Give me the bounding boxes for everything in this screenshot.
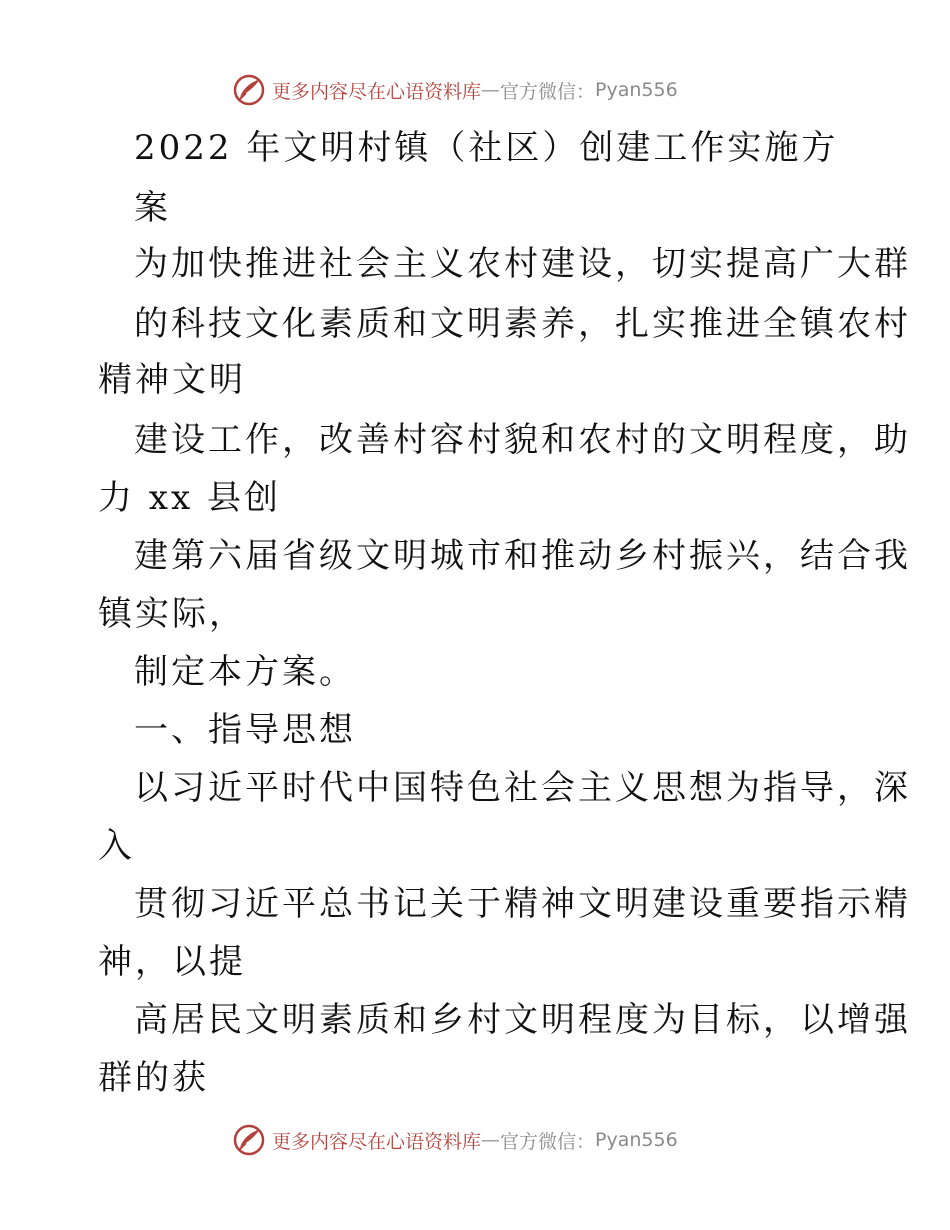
doc-line: 建第六届省级文明城市和推动乡村振兴，结合我: [134, 536, 911, 576]
doc-line: 为加快推进社会主义农村建设，切实提高广大群: [134, 244, 911, 284]
doc-line: 神，以提: [98, 942, 246, 982]
watermark-wechat-id: Pyan556: [595, 1129, 678, 1151]
watermark-dash: —: [481, 79, 501, 101]
doc-line: 贯彻习近平总书记关于精神文明建设重要指示精: [134, 884, 911, 924]
doc-line: 高居民文明素质和乡村文明程度为目标，以增强: [134, 1000, 911, 1040]
doc-line: 精神文明: [98, 360, 246, 400]
doc-line: 制定本方案。: [134, 652, 356, 692]
watermark-official: 官方微信：: [500, 80, 596, 103]
quill-seal-icon: [232, 73, 266, 107]
watermark-brand: 更多内容尽在心语资料库: [272, 1130, 482, 1153]
doc-title-line-2: 案: [134, 188, 171, 228]
watermark-brand: 更多内容尽在心语资料库: [272, 80, 482, 103]
watermark-official: 官方微信：: [500, 1130, 596, 1153]
header-watermark: [232, 72, 678, 108]
section-heading: 一、指导思想: [134, 710, 356, 750]
doc-line: 的科技文化素质和文明素养，扎实推进全镇农村: [134, 304, 911, 344]
watermark-dash: —: [481, 1129, 501, 1151]
doc-line: 力 xx 县创: [98, 478, 281, 518]
doc-line: 镇实际，: [98, 594, 246, 634]
doc-line: 以习近平时代中国特色社会主义思想为指导，深: [134, 768, 911, 808]
doc-title-line-1: 2022 年文明村镇（社区）创建工作实施方: [134, 128, 839, 168]
doc-line: 建设工作，改善村容村貌和农村的文明程度，助: [134, 420, 911, 460]
doc-line: 入: [98, 826, 135, 866]
quill-seal-icon: [232, 1123, 266, 1157]
doc-line: 群的获: [98, 1058, 209, 1098]
watermark-wechat-id: Pyan556: [595, 79, 678, 101]
footer-watermark: [232, 1122, 678, 1158]
